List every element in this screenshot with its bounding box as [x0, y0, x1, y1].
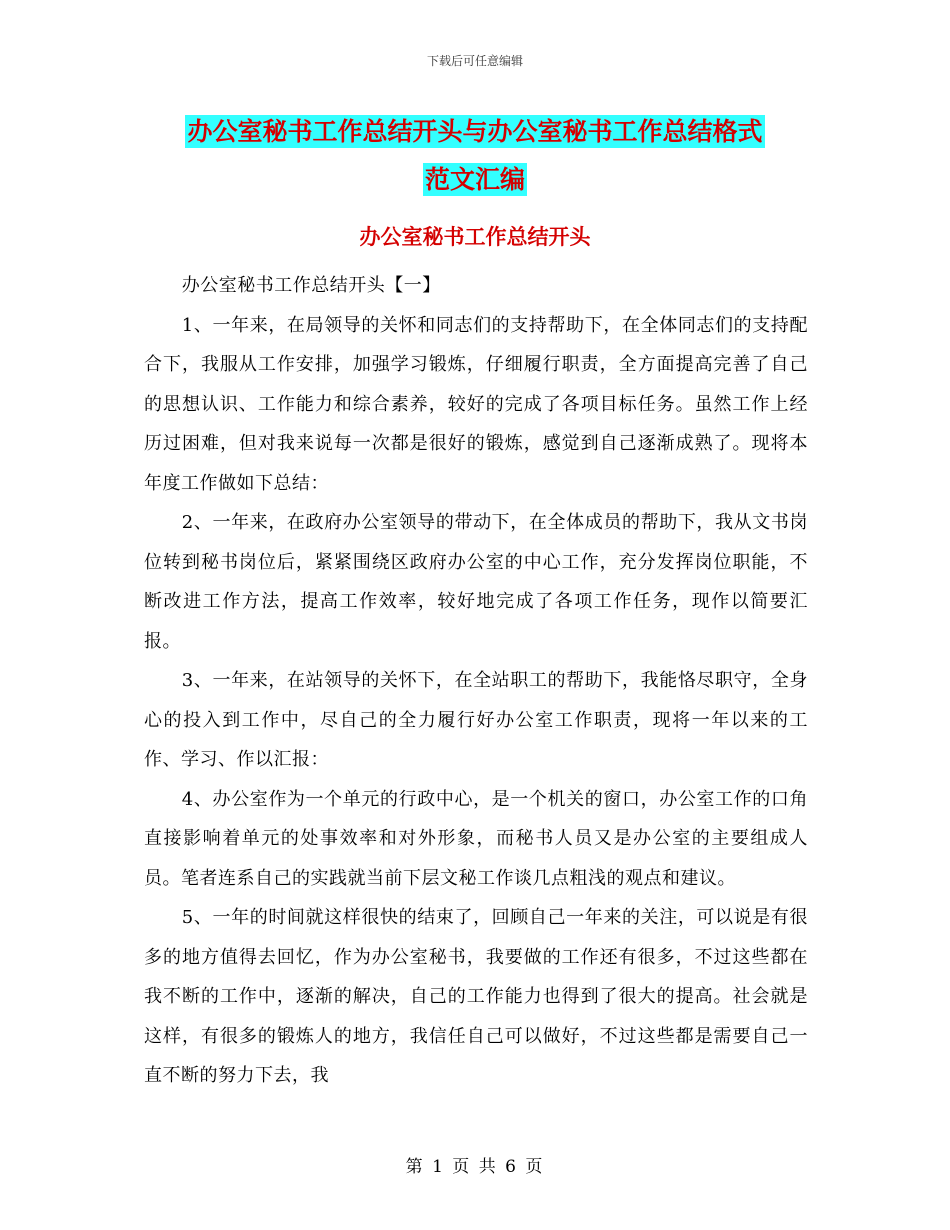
page-header-note: 下载后可任意编辑	[426, 54, 523, 68]
page-number: 第 1 页 共 6 页	[405, 1157, 545, 1177]
document-title	[120, 108, 830, 204]
document-title-line2: 范文汇编	[424, 165, 525, 194]
document-body	[144, 266, 808, 1096]
paragraph-5: 5、一年的时间就这样很快的结束了，回顾自己一年来的关注，可以说是有很多的地方值得去回忆，作为办公室秘书，我要做的工作还有很多，不过这些都在我不断的工作中，逐渐的解决，自己的工作能力也得到了很大的提高。社会就是这样，有很多的锻炼人的地方，我信任自己可以做好，不过这些都是需要自己一直不断的努力下去，我	[144, 907, 808, 1086]
paragraph-2: 2、一年来，在政府办公室领导的带动下，在全体成员的帮助下，我从文书岗位转到秘书岗位后，紧紧围绕区政府办公室的中心工作，充分发挥岗位职能，不断改进工作方法，提高工作效率，较好地完成了各项工作任务，现作以简要汇报。	[144, 512, 808, 652]
paragraph-3: 3、一年来，在站领导的关怀下，在全站职工的帮助下，我能恪尽职守，全身心的投入到工作中，尽自己的全力履行好办公室工作职责，现将一年以来的工作、学习、作以汇报：	[144, 670, 808, 770]
paragraph-1: 1、一年来，在局领导的关怀和同志们的支持帮助下，在全体同志们的支持配合下，我服从工作安排，加强学习锻炼，仔细履行职责，全方面提高完善了自己的思想认识、工作能力和综合素养，较好的完成了各项目标任务。虽然工作上经历过困难，但对我来说每一次都是很好的锻炼，感觉到自己逐渐成熟了。现将本年度工作做如下总结：	[144, 314, 808, 494]
section-title: 办公室秘书工作总结开头	[359, 225, 591, 249]
paragraph-4: 4、办公室作为一个单元的行政中心，是一个机关的窗口，办公室工作的口角直接影响着单元的处事效率和对外形象，而秘书人员又是办公室的主要组成人员。笔者连系自己的实践就当前下层文秘工作谈几点粗浅的观点和建议。	[144, 788, 808, 889]
document-title-line1: 办公室秘书工作总结开头与办公室秘书工作总结格式	[187, 117, 763, 146]
subheading: 办公室秘书工作总结开头【一】	[181, 275, 441, 296]
